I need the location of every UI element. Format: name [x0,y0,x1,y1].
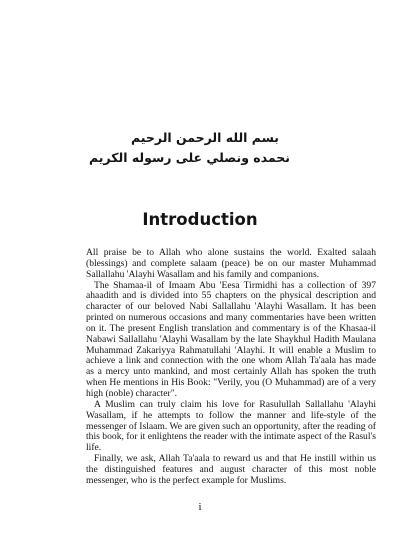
paragraph-4: Finally, we ask, Allah Ta'aala to reward us and that He instill within us the distinguished features and august character of this most noble messenger, who is the perfect example for Muslims. [86,453,376,486]
basmala-header [88,128,290,168]
paragraph-3: A Muslim can truly claim his love for Rasulullah Sallallahu 'Alayhi Wasallam, if he attempts to follow the manner and life-style of the messenger of Islaam. We are given such an opportunity, after the reading of this book, for it enlightens the reader with the intimate aspect of the Rasul's life. [86,398,376,454]
introduction-body [86,248,376,487]
basmala-line-1: بسم الله الرحمن الرحيم [131,130,279,145]
page-number: i [198,501,202,513]
paragraph-1: All praise be to Allah who alone sustains the world. Exalted salaah (blessings) and complete salaam (peace) be on our master Muhammad Sallallahu 'Alayhi Wasallam and his family and companions. [86,247,376,280]
paragraph-2: The Shamaa-il of Imaam Abu 'Eesa Tirmidhi has a collection of 397 ahaadith and is divided into 55 chapters on the physical description and character of our beloved Nabi Sallallahu 'Alayhi Wasallam. It has been printed on numerous occasions and many commentaries have been written on it. The present English translation and commentary is of the Khasaa-il Nabawi Sallallahu 'Alayhi Wasallam by the late Shaykhul Hadith Maulana Muhammad Zakariyya Rahmatullahi 'Alayhi. It will enable a Muslim to achieve a link and connection with the one whom Allah Ta'aala has made as a mercy unto mankind, and most certainly Allah has spoken the truth when He mentions in His Book: "Verily, you (O Muhammad) are of a very high (noble) character". [86,279,376,399]
page-title: Introduction [142,210,258,229]
basmala-line-2: نحمده ونصلي على رسوله الكريم [88,150,290,165]
